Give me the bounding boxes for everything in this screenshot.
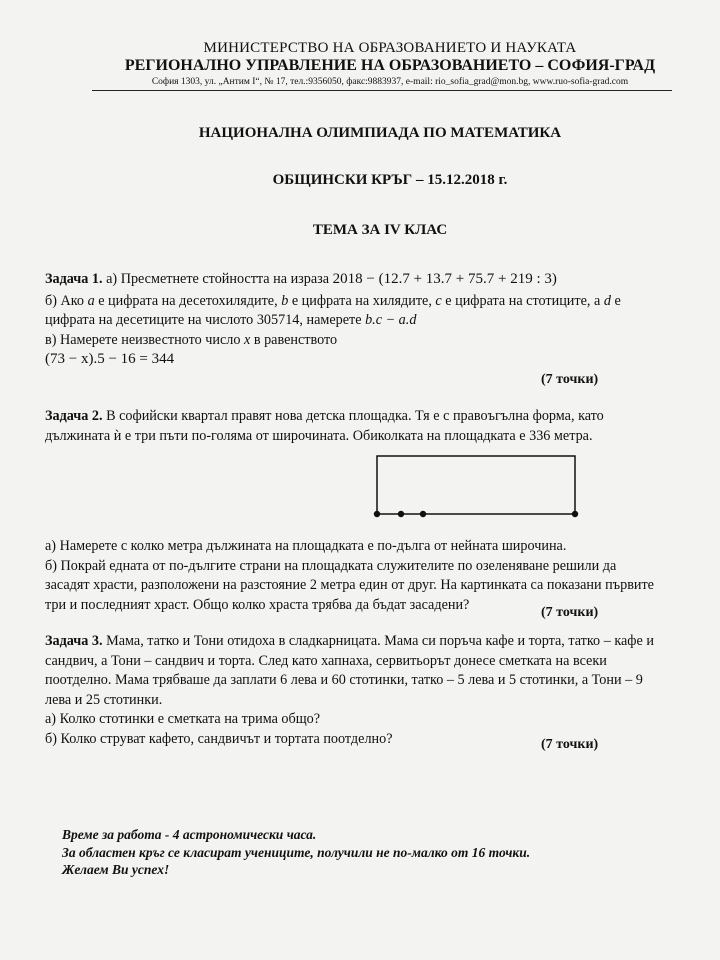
- task-1-c-text-2: в равенството: [250, 331, 338, 348]
- variable-d: d: [603, 292, 611, 309]
- task-1-b-expression: b.c − a.d: [365, 312, 417, 328]
- task-3-b: б) Колко струват кафето, сандвичът и тортата поотделно?: [45, 730, 393, 747]
- task-2-label: Задача 2.: [45, 408, 103, 424]
- task-1-b-text-3: е цифрата на стотиците, а: [441, 292, 604, 309]
- bush-dot-2: [398, 511, 404, 517]
- task-1-a-expression: 2018 − (12.7 + 13.7 + 75.7 + 219 : 3): [332, 271, 557, 287]
- task-2-a: а) Намерете с колко метра дължината на площадката е по-дълга от нейната широчина.: [45, 538, 567, 554]
- task-2-line-2: дължината ѝ е три пъти по-голяма от широчината. Обиколката на площадката е 336 метра.: [45, 427, 593, 444]
- regional-office-name: РЕГИОНАЛНО УПРАВЛЕНИЕ НА ОБРАЗОВАНИЕТО – СОФИЯ-ГРАД: [124, 57, 656, 74]
- qualification-note: За областен кръг се класират учениците, получили не по-малко от 16 точки.: [62, 844, 531, 860]
- playground-rectangle: [377, 456, 575, 514]
- variable-a: a: [87, 292, 95, 309]
- task-3-line-2: сандвич, а Тони – сандвич и торта. След като хапнаха, сервитьорът донесе сметката на всеки: [45, 652, 607, 669]
- task-2-line-1: В софийски квартал правят нова детска площадка. Тя е с правоъгълна форма, като: [102, 408, 604, 424]
- task-2: [45, 407, 675, 446]
- task-1-b-text-1: е цифрата на десетохилядите,: [94, 292, 282, 309]
- working-time-note: Време за работа - 4 астрономически часа.: [62, 827, 317, 842]
- task-3-line-1: Мама, татко и Тони отидоха в сладкарницата. Мама си поръча кафе и торта, татко – кафе и: [102, 633, 654, 649]
- round-title: ОБЩИНСКИ КРЪГ – 15.12.2018 г.: [272, 172, 508, 188]
- task-1-b-prefix: б) Ако: [45, 292, 88, 309]
- header-divider: [92, 90, 672, 91]
- task-3-points: (7 точки): [541, 737, 599, 752]
- task-1-a: [45, 270, 675, 290]
- task-3: [45, 632, 675, 749]
- task-1-b-line-1: [45, 292, 675, 312]
- task-2-questions: [45, 537, 675, 615]
- variable-b: b: [281, 292, 289, 309]
- task-1-label: Задача 1.: [45, 271, 103, 287]
- task-1-b-text-2: е цифрата на хилядите,: [288, 292, 436, 309]
- task-1-c: [45, 331, 675, 351]
- playground-diagram: [370, 452, 585, 522]
- task-1-b-line-2: [45, 311, 675, 331]
- task-2-b-line-3: три и последният храст. Общо колко храста трябва да бъдат засадени?: [45, 596, 470, 613]
- task-3-a: а) Колко стотинки е сметката на трима общо?: [45, 711, 321, 727]
- task-3-label: Задача 3.: [45, 633, 103, 649]
- grade-title: ТЕМА ЗА IV КЛАС: [312, 222, 448, 238]
- bush-dot-last: [572, 511, 578, 517]
- task-1-points: (7 точки): [541, 372, 599, 387]
- task-2-b-line-2: засадят храсти, разположени на разстояние 2 метра един от друг. На картинката са показани първите: [45, 577, 654, 593]
- task-3-line-3: поотделно. Мама трябваше да заплати 6 лева и 60 стотинки, татко – 5 лева и 5 стотинки, а Тони – 9: [45, 672, 643, 688]
- task-2-b-line-1: б) Покрай едната от по-дългите страни на площадката служителите по озеленяване решили да: [45, 557, 617, 574]
- variable-c: c: [435, 292, 442, 309]
- task-1-b-text-4: е: [610, 292, 621, 309]
- task-1-a-text: а) Пресметнете стойността на израза: [102, 271, 333, 287]
- task-2-points: (7 точки): [541, 605, 599, 620]
- variable-x: x: [243, 331, 251, 348]
- task-1-c-text: в) Намерете неизвестното число: [45, 331, 244, 348]
- bush-dot-1: [374, 511, 380, 517]
- task-1-b-text-5: цифрата на десетиците на числото 305714, намерете: [45, 312, 366, 328]
- task-3-line-4: лева и 25 стотинки.: [45, 691, 163, 708]
- ministry-name: МИНИСТЕРСТВО НА ОБРАЗОВАНИЕТО И НАУКАТА: [203, 40, 577, 56]
- footer-notes: [62, 826, 530, 879]
- olympiad-title: НАЦИОНАЛНА ОЛИМПИАДА ПО МАТЕМАТИКА: [198, 125, 562, 141]
- task-1-c-equation: (73 − x).5 − 16 = 344: [45, 351, 175, 367]
- office-address: София 1303, ул. „Антим I“, № 17, тел.:9356050, факс:9883937, e-mail: rio_sofia_grad@mon.bg, www.ruo-sofia-grad.com: [151, 77, 629, 87]
- good-luck-note: Желаем Ви успех!: [62, 862, 170, 877]
- task-1: [45, 270, 675, 370]
- bush-dot-3: [420, 511, 426, 517]
